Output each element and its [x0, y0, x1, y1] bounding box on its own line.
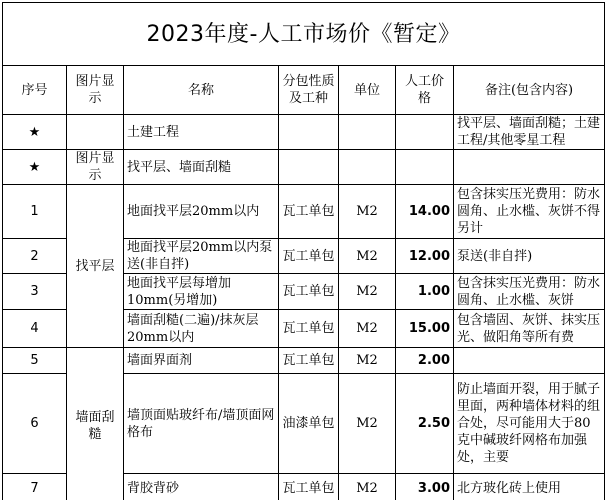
section-price: [396, 115, 454, 150]
section-contract: [279, 150, 339, 185]
row-price: 3.00: [396, 474, 454, 500]
section-unit: [339, 150, 396, 185]
row-contract: 油漆单包: [279, 374, 339, 474]
row-unit: M2: [339, 185, 396, 239]
header-contract: 分包性质及工种: [279, 66, 339, 115]
row-unit: M2: [339, 239, 396, 274]
row-price: 2.00: [396, 348, 454, 374]
header-row: [3, 66, 605, 115]
row-index: 1: [3, 185, 67, 239]
row-contract: 瓦工单包: [279, 474, 339, 500]
row-remark: 北方玻化砖上使用: [454, 474, 605, 500]
header-price: 人工价格: [396, 66, 454, 115]
header-name: 名称: [124, 66, 279, 115]
row-name: 墙顶面贴玻纤布/墙顶面网格布: [124, 374, 279, 474]
row-contract: 瓦工单包: [279, 274, 339, 310]
row-contract: 瓦工单包: [279, 310, 339, 348]
row-unit: M2: [339, 474, 396, 500]
row-price: 15.00: [396, 310, 454, 348]
row-index: 7: [3, 474, 67, 500]
table-row: [3, 185, 605, 239]
section-star: ★: [3, 150, 67, 185]
row-price: 2.50: [396, 374, 454, 474]
row-unit: M2: [339, 348, 396, 374]
header-image: 图片显示: [67, 66, 124, 115]
row-unit: M2: [339, 274, 396, 310]
row-contract: 瓦工单包: [279, 239, 339, 274]
sheet-title: 2023年度-人工市场价《暂定》: [3, 3, 605, 66]
section-name: 找平层、墙面刮糙: [124, 150, 279, 185]
row-remark-text: 包含墙固、灰饼、抹实压光、做阳角等所有费: [457, 312, 601, 345]
row-remark: [454, 274, 605, 310]
row-price: 14.00: [396, 185, 454, 239]
row-name: 地面找平层每增加10mm(另增加): [124, 274, 279, 310]
row-price: 12.00: [396, 239, 454, 274]
section-star: ★: [3, 115, 67, 150]
row-remark-text: 包含抹实压光费用：防水圆角、止水槛、灰饼: [457, 275, 601, 308]
header-remark: 备注(包含内容): [454, 66, 605, 115]
row-index: 2: [3, 239, 67, 274]
section-price: [396, 150, 454, 185]
section-row: [3, 115, 605, 150]
row-index: 5: [3, 348, 67, 374]
header-index: 序号: [3, 66, 67, 115]
row-remark: [454, 348, 605, 374]
row-index: 4: [3, 310, 67, 348]
group-label: 墙面刮糙: [67, 348, 124, 500]
row-name: 墙面刮糙(二遍)/抹灰层20mm以内: [124, 310, 279, 348]
row-remark: [454, 374, 605, 474]
section-remark: [454, 150, 605, 185]
row-name: 地面找平层20mm以内: [124, 185, 279, 239]
row-unit: M2: [339, 310, 396, 348]
row-remark-text: 防止墙面开裂，用于腻子里面，两种墙体材料的组合处，尽可能用大于80克中碱玻纤网格布加强处，主要: [457, 382, 601, 465]
row-contract: 瓦工单包: [279, 185, 339, 239]
row-unit: M2: [339, 374, 396, 474]
row-index: 6: [3, 374, 67, 474]
section-contract: [279, 115, 339, 150]
price-table: [2, 2, 605, 500]
section-row: [3, 150, 605, 185]
row-remark: [454, 185, 605, 239]
row-name: 背胶背砂: [124, 474, 279, 500]
row-price: 1.00: [396, 274, 454, 310]
row-remark: [454, 310, 605, 348]
row-name: 地面找平层20mm以内泵送(非自拌): [124, 239, 279, 274]
header-unit: 单位: [339, 66, 396, 115]
section-remark: 找平层、墙面刮糙；土建工程/其他零星工程: [454, 115, 605, 150]
section-image: 图片显示: [67, 150, 124, 185]
row-index: 3: [3, 274, 67, 310]
row-name: 墙面界面剂: [124, 348, 279, 374]
group-label: 找平层: [67, 185, 124, 348]
section-image: [67, 115, 124, 150]
table-row: [3, 348, 605, 374]
row-remark-text: 包含抹实压光费用：防水圆角、止水槛、灰饼不得另计: [457, 187, 601, 236]
row-contract: 瓦工单包: [279, 348, 339, 374]
section-unit: [339, 115, 396, 150]
row-remark: 泵送(非自拌): [454, 239, 605, 274]
section-name: 土建工程: [124, 115, 279, 150]
